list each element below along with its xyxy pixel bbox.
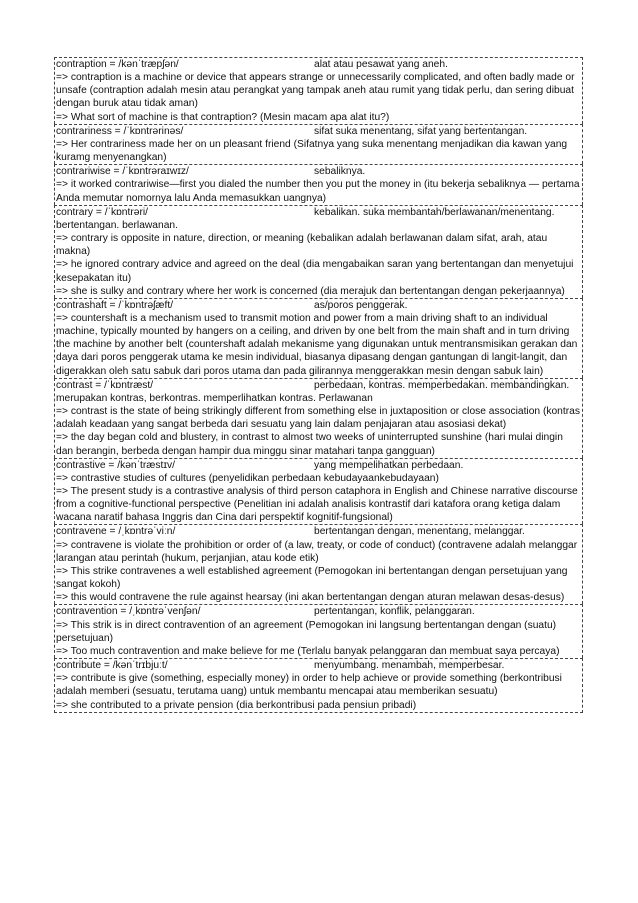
entry-headline (56, 125, 581, 138)
entry-headline (56, 206, 581, 219)
entry-line: => he ignored contrary advice and agreed on the deal (dia mengabaikan saran yang bertentangan dan menyetujui kesepakatan itu) (56, 259, 574, 284)
entry-line: merupakan kontras, berkontras. memperlihatkan kontras. Perlawanan (56, 392, 373, 404)
entry-line: => contravene is violate the prohibition or order of (a law, treaty, or code of conduct) (contravene adalah melanggar larangan atau perintah (hukum, perjanjian, atau kode etik) (56, 539, 578, 564)
dictionary-page (54, 57, 583, 713)
entry-line: => this would contravene the rule against hearsay (ini akan bertentangan dengan aturan melawan desas-desus) (56, 592, 565, 604)
entry-headline (56, 379, 581, 392)
entry-line: => contrary is opposite in nature, direction, or meaning (kebalikan adalah berlawanan dalam sifat, arah, atau makna) (56, 233, 548, 258)
entry-headline (56, 299, 581, 312)
entry-line: => Her contrariness made her on un pleasant friend (Sifatnya yang suka menentang menjadikan dia kawan yang kuramg menyenangkan) (56, 138, 568, 164)
entry-line: => the day began cold and blustery, in contrast to almost two weeks of uninterrupted sunshine (hari mulai dingin dan berangin, berbeda dengan hampir dua minggu sinar matahari tanpa gangguan) (56, 432, 563, 457)
entry-headline (56, 459, 581, 472)
entry-line: => Too much contravention and make believe for me (Terlalu banyak pelanggaran dan membuat saya percaya) (56, 645, 560, 657)
headword: contraption = /kənˈtræpʃən/ (56, 59, 179, 70)
headword: contrast = /ˈkɒntræst/ (56, 379, 154, 391)
meaning: kebalikan. suka membantah/berlawanan/menentang. (314, 206, 555, 218)
entry-line: => contrastive studies of cultures (penyelidikan perbedaan kebudayaankebudayaan) (56, 472, 439, 484)
dictionary-entry-contravention (54, 604, 583, 658)
dictionary-entry-contrastive (54, 458, 583, 525)
entry-headline (56, 58, 581, 71)
dictionary-entry-contrariwise (54, 164, 583, 204)
meaning: sifat suka menentang, sifat yang bertentangan. (314, 125, 528, 137)
entry-line: => What sort of machine is that contraption? (Mesin macam apa alat itu?) (56, 111, 390, 123)
entry-headline (56, 525, 581, 538)
meaning: bertentangan dengan, menentang, melanggar. (314, 526, 525, 538)
entry-line: => she is sulky and contrary where her work is concerned (dia merajuk dan bertentangan dengan pekerjaannya) (56, 285, 565, 297)
meaning: perbedaan, kontras. memperbedakan. membandingkan. (314, 379, 570, 391)
headword: contribute = /kənˈtrɪbjuːt/ (56, 660, 168, 672)
meaning: as/poros penggerak. (314, 299, 408, 311)
entry-line: => it worked contrariwise—first you dialed the number then you put the money in (itu bekerja sebaliknya — pertama Anda memutar nomornya lalu Anda memasukkan uangnya) (56, 179, 580, 204)
dictionary-entry-contraption (54, 57, 583, 124)
dictionary-entry-contrashaft (54, 298, 583, 378)
headword: contravention = /ˌkɒntrəˈvenʃən/ (56, 606, 201, 618)
meaning: yang mempelihatkan perbedaan. (314, 459, 464, 471)
headword: contrastive = /kənˈtræstɪv/ (56, 459, 176, 471)
meaning: sebaliknya. (314, 166, 366, 178)
headword: contrariwise = /ˈkɒntrərаɪwɪz/ (56, 166, 189, 178)
entry-line: => contribute is give (something, especially money) in order to help achieve or provide something (berkontribusi adalah memberi (sesuatu, terutama uang) untuk membantu mencapai atau memberikan sesuatu) (56, 673, 562, 698)
entry-line: bertentangan. berlawanan. (56, 219, 178, 231)
meaning: menyumbang. menambah, memperbesar. (314, 660, 505, 672)
headword: contravene = /ˌkɒntrəˈviːn/ (56, 526, 176, 538)
dictionary-entry-contribute (54, 658, 583, 713)
entry-line: => contrast is the state of being strikingly different from something else in juxtaposition or close association (kontras adalah keadaan yang sangat berbeda dari sesuatu yang lain dalam penjajaran atau asosiasi dekat) (56, 406, 580, 431)
headword: contrariness = /ˈkɒntrərinəs/ (56, 125, 184, 137)
entry-line: => she contributed to a private pension (dia berkontribusi pada pensiun pribadi) (56, 699, 417, 711)
entry-headline (56, 659, 581, 672)
meaning: alat atau pesawat yang aneh. (314, 59, 448, 70)
entry-line: => This strike contravenes a well established agreement (Pemogokan ini bertentangan dengan persetujuan yang sangat kokoh) (56, 565, 568, 591)
dictionary-entry-contravene (54, 524, 583, 604)
headword: contrary = /ˈkɒntrəri/ (56, 206, 148, 218)
dictionary-entry-contrariness (54, 124, 583, 164)
headword: contrashaft = /ˈkɒntrəʃæft/ (56, 299, 174, 311)
entry-line: => The present study is a contrastive analysis of third person cataphora in English and Chinese narrative discourse from a cognitive-functional perspective (Penelitian ini adalah analisis kontrastif dari katafora orang ketiga dalam wacana naratif bahasa Inggris dan Cina dari perspektif kognitif-fungsional) (56, 486, 578, 524)
entry-line: => contraption is a machine or device that appears strange or unnecessarily complicated, and often badly made or unsafe (contraption adalah mesin atau perangkat yang tampak aneh atau rumit yang tidak perlu, dan sering dibuat dengan buruk atau tidak aman) (56, 72, 575, 110)
dictionary-entry-contrast (54, 378, 583, 458)
entry-line: => countershaft is a mechanism used to transmit motion and power from a main driving shaft to an individual machine, typically mounted by hangers on a ceiling, and driven by one belt from the main shaft and in turn driving the machine by another belt (countershaft adalah mekanisme yang digunakan untuk mentransmisikan gerakan dan daya dari poros penggerak utama ke mesin individual, biasanya dipasang dengan gantungan di langit-langit, dan digerakkan oleh satu sabuk dari poros utama dan pada gilirannya menggerakkan mesin dengan sabuk lain) (56, 312, 578, 377)
entry-headline (56, 165, 581, 178)
dictionary-entry-contrary (54, 205, 583, 298)
entry-headline (56, 605, 581, 618)
meaning: pertentangan, konflik, pelanggaran. (314, 606, 475, 618)
entry-line: => This strik is in direct contravention of an agreement (Pemogokan ini langsung bertentangan dengan (suatu) persetujuan) (56, 619, 557, 644)
